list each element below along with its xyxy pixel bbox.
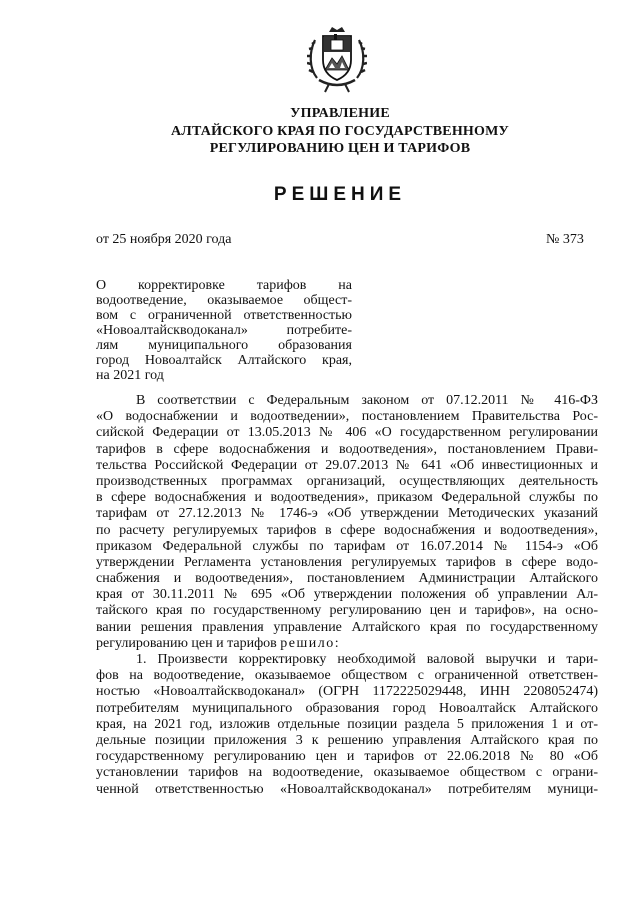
subject-line: О корректировке тарифов на [96,278,352,293]
body-line: ностью «Новоалтайскводоканал» (ОГРН 1172225029448, ИНН 2208052474) [96,684,598,700]
subject-line: город Новоалтайск Алтайского края, [96,353,352,368]
document-title: РЕШЕНИЕ [273,184,407,205]
document-subject [96,278,352,383]
body-line: 1. Произвести корректировку необходимой валовой выручки и тари- [136,652,598,667]
body-line: сийской Федерации от 13.05.2013 № 406 «О государственном регулировании [96,425,598,441]
body-line: тайского края по государственному регулированию цен и тарифов», на осно- [96,603,598,619]
subject-line: водоотведение, оказываемое общест- [96,293,352,308]
subject-line: вом с ограниченной ответственностью [96,308,352,323]
org-name-line-2: АЛТАЙСКОГО КРАЯ ПО ГОСУДАРСТВЕННОМУ [171,124,509,139]
body-line: дельные позиции приложения 3 к решению управления Алтайского края по [96,732,598,748]
body-line: края, на 2021 год, изложив отдельные позиции раздела 5 приложения 1 и от- [96,716,598,732]
body-line: потребителям муниципального образования город Новоалтайск Алтайского [96,700,598,716]
body-line: установлении тарифов на водоотведение, оказываемое обществом с ограни- [96,765,598,781]
body-line: регулированию цен и тарифов [96,635,277,651]
body-line-decision [96,636,598,652]
body-line: утверждении Регламента установления регулируемых тарифов в сфере водо- [96,554,598,570]
body-line: по расчету регулируемых тарифов в сфере водоснабжения и водоотведения», [96,522,598,538]
subject-line: «Новоалтайскводоканал» потребите- [96,323,352,338]
decided-word: решило: [280,635,341,651]
body-line: снабжения и водоотведения», постановлением Администрации Алтайского [96,571,598,587]
subject-line: лям муниципального образования [96,338,352,353]
body-line: производственных программах организаций, осуществляющих деятельность [96,473,598,489]
org-name-line-1: УПРАВЛЕНИЕ [290,106,390,121]
document-body [96,393,598,798]
document-date: от 25 ноября 2020 года [96,232,232,247]
coat-of-arms-emblem [307,20,367,94]
altai-krai-coat-of-arms-icon [307,20,367,94]
body-line: В соответствии с Федеральным законом от 07.12.2011 № 416-ФЗ [136,393,598,408]
body-line: государственному регулированию цен и тарифов от 22.06.2018 № 80 «Об [96,749,598,765]
document-number: № 373 [546,232,584,247]
body-line: приказом Федеральной службы по тарифам от 16.07.2014 № 1154-э «Об [96,538,598,554]
subject-line: на 2021 год [96,368,164,383]
body-line: края от 30.11.2011 № 695 «Об утверждении положения об управлении Ал- [96,587,598,603]
body-line: тарифам от 27.12.2013 № 1746-э «Об утверждении Методических указаний [96,506,598,522]
body-line: фов на водоотведение, оказываемое обществом с ограниченной ответствен- [96,668,598,684]
body-line: вании решения правления управление Алтайского края по государственному [96,619,598,635]
body-line: тарифов в сфере водоснабжения и водоотведения», постановлением Прави- [96,441,598,457]
body-line: ченной ответственностью «Новоалтайскводоканал» потребителям муници- [96,781,598,797]
body-line: «О водоснабжении и водоотведении», постановлением Правительства Рос- [96,409,598,425]
body-line: тельства Российской Федерации от 29.07.2013 № 641 «Об инвестиционных и [96,457,598,473]
body-line: в сфере водоснабжения и водоотведения», приказом Федеральной службы по [96,490,598,506]
org-name-line-3: РЕГУЛИРОВАНИЮ ЦЕН И ТАРИФОВ [209,141,471,156]
